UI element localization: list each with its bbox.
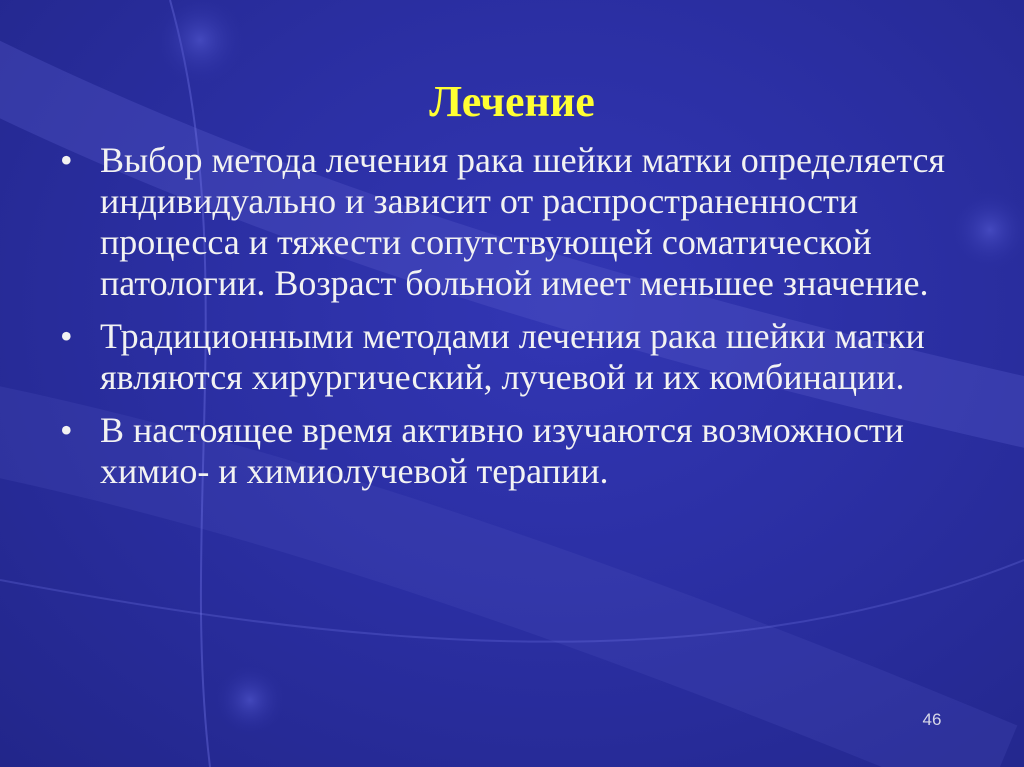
bullet-item [60,410,970,492]
slide-title: Лечение [429,77,595,126]
bullet-text: Традиционными методами лечения рака шейки матки являются хирургический, лучевой и их комбинации. [100,316,925,397]
bullet-text: В настоящее время активно изучаются возможности химио- и химиолучевой терапии. [100,410,904,491]
orb-bottom [215,665,285,735]
bullet-list [60,140,970,504]
bullet-marker: • [60,140,73,180]
page-number: 46 [922,710,942,729]
bullet-item [60,140,970,304]
bullet-text: Выбор метода лечения рака шейки матки определяется индивидуально и зависит от распространенности процесса и тяжести сопутствующей соматической патологии. Возраст больной имеет меньшее значение. [100,140,945,303]
bullet-item [60,316,970,398]
orb-top [155,0,245,85]
bullet-marker: • [60,316,73,356]
bullet-marker: • [60,410,73,450]
